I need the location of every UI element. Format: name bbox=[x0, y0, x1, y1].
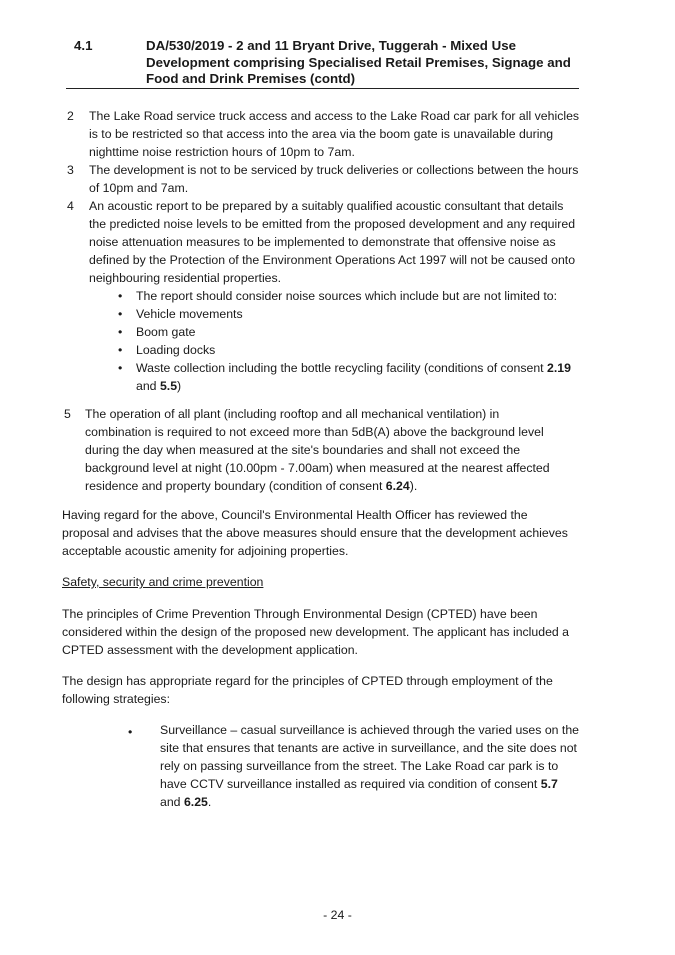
bullet-icon: • bbox=[128, 725, 133, 739]
item-number: 3 bbox=[67, 163, 74, 177]
item-number: 2 bbox=[67, 109, 74, 123]
page-number: - 24 - bbox=[323, 908, 352, 922]
bullet-icon: • bbox=[118, 307, 123, 321]
item-text: An acoustic report to be prepared by a suitably qualified acoustic consultant that details the predicted noise levels to be emitted from the proposed development and any required noise attenuation measures to be implemented to demonstrate that offensive noise as defined by the Protection of the Environment Operations Act 1997 will not be caused onto neighbouring residential properties. bbox=[89, 199, 576, 285]
bullet-icon: • bbox=[118, 289, 123, 303]
paragraph: The principles of Crime Prevention Through Environmental Design (CPTED) have been considered within the design of the proposed new development. The applicant has included a CPTED assessment with the development application. bbox=[62, 607, 570, 657]
list-item-text: Surveillance – casual surveillance is achieved through the varied uses on the site that ensures that tenants are active in surveillance, and the site does not rely on passing surveillance from the street. The Lake Road car park is to have CCTV surveillance installed as required via condition of consent 5.7 and 6.25. bbox=[160, 723, 580, 809]
list-item-text: The report should consider noise sources which include but are not limited to: bbox=[136, 289, 558, 303]
list-item-text: Loading docks bbox=[136, 343, 216, 357]
bullet-icon: • bbox=[118, 343, 123, 357]
header-divider bbox=[66, 88, 579, 89]
section-title: DA/530/2019 - 2 and 11 Bryant Drive, Tuggerah - Mixed Use Development comprising Specialised Retail Premises, Signage and Food and Drink Premises (contd) bbox=[146, 38, 571, 86]
item-number: 4 bbox=[67, 199, 74, 213]
item-text: The development is not to be serviced by truck deliveries or collections between the hours of 10pm and 7am. bbox=[89, 163, 579, 195]
bullet-icon: • bbox=[118, 325, 123, 339]
item-text: The operation of all plant (including rooftop and all mechanical ventilation) in combination is required to not exceed more than 5dB(A) above the background level during the day when measured at the site's boundaries and shall not exceed the background level at night (10.00pm - 7.00am) when measured at the nearest affected residence and property boundary (condition of consent 6.24). bbox=[85, 407, 550, 493]
item-text: The Lake Road service truck access and access to the Lake Road car park for all vehicles is to be restricted so that access into the area via the boom gate is unavailable during nighttime noise restriction hours of 10pm to 7am. bbox=[89, 109, 580, 159]
paragraph: Having regard for the above, Council's Environmental Health Officer has reviewed the proposal and advises that the above measures should ensure that the development achieves acceptable acoustic amenity for adjoining properties. bbox=[62, 508, 568, 558]
section-heading: Safety, security and crime prevention bbox=[62, 575, 264, 589]
list-item-text: Waste collection including the bottle recycling facility (conditions of consent 2.19 and 5.5) bbox=[136, 361, 571, 393]
list-item-text: Boom gate bbox=[136, 325, 196, 339]
list-item-text: Vehicle movements bbox=[136, 307, 243, 321]
paragraph: The design has appropriate regard for the principles of CPTED through employment of the following strategies: bbox=[62, 674, 553, 706]
section-number: 4.1 bbox=[74, 38, 93, 53]
bullet-icon: • bbox=[118, 361, 123, 375]
item-number: 5 bbox=[64, 407, 71, 421]
